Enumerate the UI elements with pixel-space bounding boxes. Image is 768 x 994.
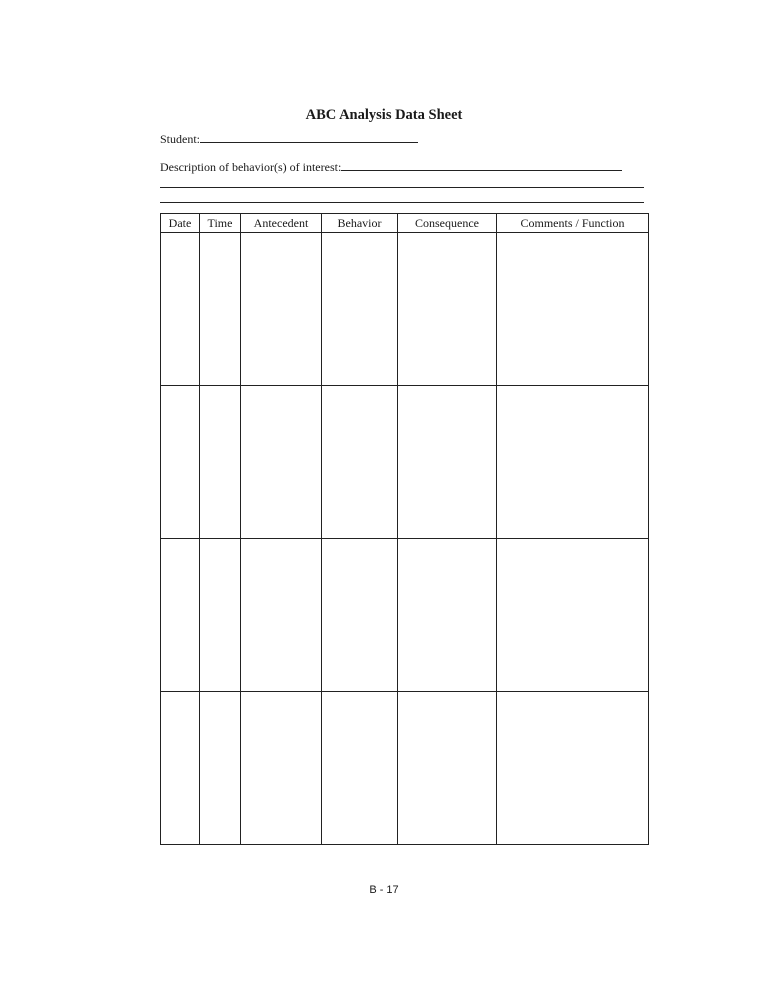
cell-comments-function[interactable]	[497, 539, 649, 692]
table-row	[161, 386, 649, 539]
student-fill-line[interactable]	[200, 131, 418, 143]
column-header-antecedent: Antecedent	[241, 214, 322, 233]
description-label: Description of behavior(s) of interest:	[160, 160, 342, 174]
table-header-row	[161, 214, 649, 233]
column-header-behavior: Behavior	[322, 214, 398, 233]
description-field	[160, 159, 622, 175]
cell-behavior[interactable]	[322, 539, 398, 692]
cell-comments-function[interactable]	[497, 386, 649, 539]
page-number: B - 17	[369, 884, 399, 896]
cell-date[interactable]	[161, 386, 200, 539]
cell-date[interactable]	[161, 233, 200, 386]
student-field	[160, 131, 418, 147]
description-fill-line-2[interactable]	[160, 187, 644, 188]
table-row	[161, 539, 649, 692]
cell-consequence[interactable]	[398, 539, 497, 692]
cell-behavior[interactable]	[322, 386, 398, 539]
cell-antecedent[interactable]	[241, 692, 322, 845]
description-fill-line[interactable]	[341, 159, 622, 171]
abc-data-table	[160, 213, 649, 845]
column-header-comments-function: Comments / Function	[497, 214, 649, 233]
cell-behavior[interactable]	[322, 233, 398, 386]
cell-comments-function[interactable]	[497, 233, 649, 386]
cell-time[interactable]	[200, 233, 241, 386]
table-row	[161, 692, 649, 845]
column-header-consequence: Consequence	[398, 214, 497, 233]
cell-time[interactable]	[200, 386, 241, 539]
sheet-title: ABC Analysis Data Sheet	[305, 107, 463, 123]
cell-time[interactable]	[200, 692, 241, 845]
cell-comments-function[interactable]	[497, 692, 649, 845]
cell-time[interactable]	[200, 539, 241, 692]
table-row	[161, 233, 649, 386]
cell-consequence[interactable]	[398, 386, 497, 539]
cell-consequence[interactable]	[398, 692, 497, 845]
cell-date[interactable]	[161, 692, 200, 845]
cell-antecedent[interactable]	[241, 233, 322, 386]
column-header-date: Date	[161, 214, 200, 233]
description-fill-line-3[interactable]	[160, 202, 644, 203]
cell-date[interactable]	[161, 539, 200, 692]
cell-behavior[interactable]	[322, 692, 398, 845]
cell-antecedent[interactable]	[241, 386, 322, 539]
cell-antecedent[interactable]	[241, 539, 322, 692]
column-header-time: Time	[200, 214, 241, 233]
student-label: Student:	[160, 132, 201, 146]
cell-consequence[interactable]	[398, 233, 497, 386]
